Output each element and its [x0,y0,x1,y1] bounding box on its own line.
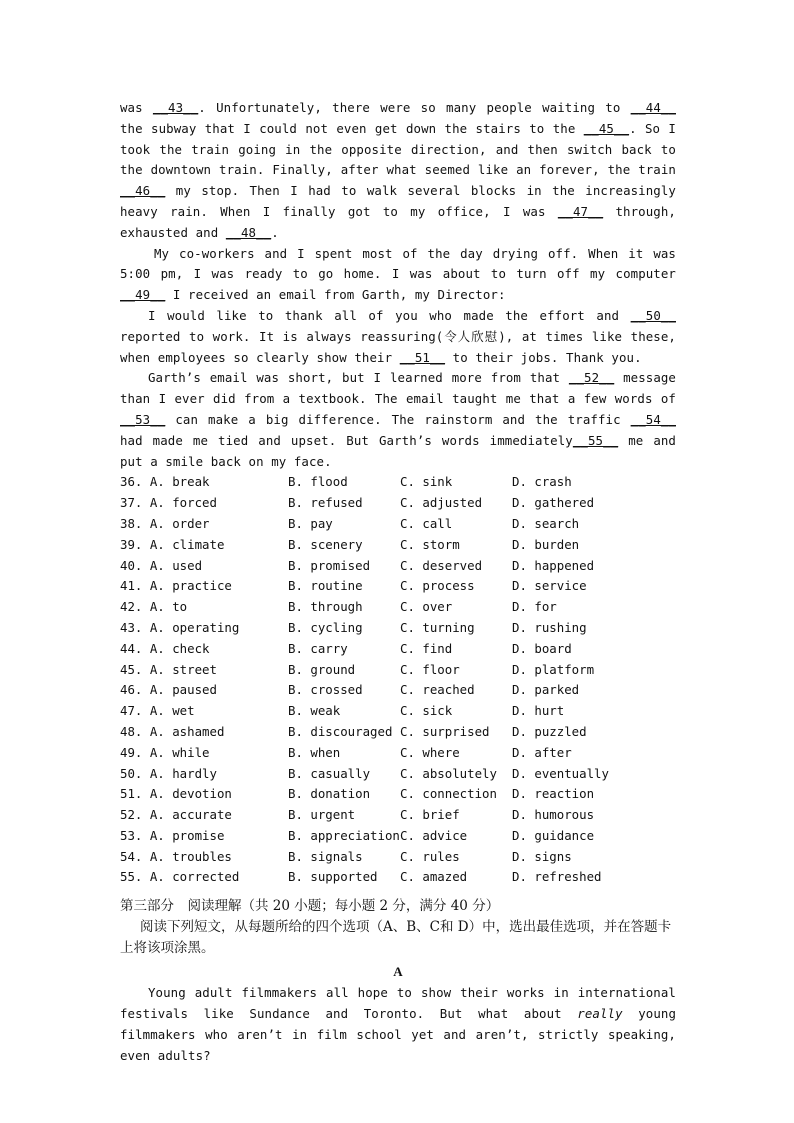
blank-53: __53__ [120,411,166,427]
section-instruction: 阅读下列短文，从每题所给的四个选项（A、B、C和 D）中，选出最佳选项，并在答题卡上将该项涂黑。 [120,919,672,957]
text: was [120,100,153,115]
option-row [120,660,676,681]
option-d: D. for [512,599,557,615]
option-b: B. refused [288,495,363,511]
option-b: B. ground [288,661,356,677]
option-b: B. flood [288,474,348,490]
option-b: B. scenery [288,536,363,552]
text: I would like to thank all of you who made the effort and [148,307,631,323]
blank-51: __51__ [399,349,446,365]
option-d: D. crash [512,474,572,490]
option-d: D. happened [512,557,595,573]
option-c: C. deserved [400,557,483,573]
option-c: C. surprised [400,723,490,739]
blank-44: __44__ [630,100,676,115]
option-row [120,847,676,868]
option-b: B. through [288,599,363,615]
text: through, exhausted and [120,203,676,240]
option-b: B. discouraged [288,723,393,739]
email-paragraph [120,306,676,368]
option-number-and-a: 51. A. devotion [120,786,232,802]
text: . So I took the train going in the opposite direction, and then switch back to the downtown train. Finally, after what seemed like an forever, the train [120,120,676,178]
text: Garth’s email was short, but I learned more from that [148,370,569,386]
option-d: D. search [512,515,580,531]
option-d: D. rushing [512,619,587,635]
passage-letter: A [393,964,403,980]
option-c: C. reached [400,682,475,698]
text: young filmmakers who aren’t in film school yet and aren’t, strictly speaking, even adults? [120,1006,677,1063]
blank-50: __50__ [630,307,676,323]
text: me and put a smile back on my face. [120,432,676,469]
option-d: D. after [512,744,572,760]
option-row [120,764,676,785]
option-d: D. refreshed [512,869,602,885]
option-b: B. signals [288,848,363,864]
option-c: C. adjusted [400,495,483,511]
option-row [120,535,676,556]
text: message than I ever did from a textbook. The email taught me that a few words of [120,370,676,407]
text: my stop. Then I had to walk several blocks in the increasingly heavy rain. When I finally got to my office, I was [120,183,676,219]
option-c: C. where [400,744,460,760]
text: . [271,224,279,240]
option-number-and-a: 38. A. order [120,515,210,531]
option-b: B. carry [288,640,348,656]
blank-54: __54__ [630,411,676,427]
blank-49: __49__ [120,287,166,303]
option-row [120,618,676,639]
option-row [120,556,676,577]
option-row [120,472,676,493]
option-b: B. pay [288,515,333,531]
option-number-and-a: 40. A. used [120,557,203,573]
option-c: C. storm [400,536,460,552]
option-number-and-a: 54. A. troubles [120,848,232,864]
option-number-and-a: 55. A. corrected [120,869,240,885]
option-row [120,743,676,764]
options-list [120,472,676,888]
option-d: D. service [512,578,587,594]
text: to their jobs. Thank you. [445,349,642,365]
blank-45: __45__ [583,120,630,136]
option-number-and-a: 52. A. accurate [120,807,232,823]
reading-passage-a [120,983,676,1066]
option-number-and-a: 37. A. forced [120,495,217,511]
blank-48: __48__ [225,224,272,240]
option-b: B. when [288,744,341,760]
option-number-and-a: 44. A. check [120,640,210,656]
option-d: D. platform [512,661,595,677]
option-c: C. sink [400,474,453,490]
option-d: D. board [512,640,572,656]
option-number-and-a: 39. A. climate [120,536,225,552]
text: reported to work. It is always reassuring(令人欣慰), at times like these, when employees so clearly show their [120,328,676,365]
blank-46: __46__ [120,183,166,199]
option-d: D. puzzled [512,723,587,739]
option-row [120,722,676,743]
option-c: C. rules [400,848,460,864]
option-b: B. cycling [288,619,363,635]
option-b: B. donation [288,786,371,802]
option-b: B. crossed [288,682,363,698]
passage-paragraph-4 [120,368,676,472]
option-row [120,784,676,805]
text: had made me tied and upset. But Garth’s words immediately [120,432,573,448]
text: can make a big difference. The rainstorm and the traffic [165,411,631,427]
option-b: B. promised [288,557,371,573]
option-d: D. burden [512,536,580,552]
option-number-and-a: 43. A. operating [120,619,240,635]
option-row [120,826,676,847]
option-d: D. reaction [512,786,595,802]
option-row [120,701,676,722]
option-c: C. over [400,599,453,615]
option-row [120,514,676,535]
option-number-and-a: 50. A. hardly [120,765,217,781]
option-d: D. signs [512,848,572,864]
option-c: C. sick [400,703,453,719]
option-row [120,680,676,701]
blank-52: __52__ [568,370,615,386]
blank-47: __47__ [557,203,604,219]
section-title: 第三部分 阅读理解（共 20 小题；每小题 2 分，满分 40 分） [120,898,500,915]
option-b: B. casually [288,765,371,781]
option-number-and-a: 49. A. while [120,744,210,760]
option-c: C. brief [400,807,460,823]
option-b: B. urgent [288,807,356,823]
option-b: B. appreciation [288,827,400,843]
option-row [120,639,676,660]
text: My co-workers and I spent most of the day drying off. When it was 5:00 pm, I was ready to go home. I was about to turn off my computer [120,245,676,282]
option-d: D. gathered [512,495,595,511]
option-row [120,576,676,597]
option-b: B. supported [288,869,378,885]
option-number-and-a: 45. A. street [120,661,217,677]
option-b: B. weak [288,703,341,719]
text: Young adult filmmakers all hope to show their works in international festivals like Sundance and Toronto. But what about [120,985,676,1022]
exam-page [120,98,676,1066]
option-d: D. eventually [512,765,609,781]
option-d: D. humorous [512,807,595,823]
option-c: C. absolutely [400,765,497,781]
blank-55: __55__ [572,432,619,448]
option-b: B. routine [288,578,363,594]
blank-43: __43__ [152,100,199,115]
option-number-and-a: 53. A. promise [120,827,225,843]
option-d: D. parked [512,682,580,698]
text: I received an email from Garth, my Director: [165,287,506,303]
option-number-and-a: 41. A. practice [120,578,232,594]
option-number-and-a: 47. A. wet [120,703,195,719]
option-row [120,597,676,618]
emphasis-text: really [577,1006,623,1022]
option-number-and-a: 42. A. to [120,599,188,615]
option-number-and-a: 46. A. paused [120,682,217,698]
option-c: C. turning [400,619,475,635]
option-c: C. advice [400,827,468,843]
option-row [120,493,676,514]
option-row [120,805,676,826]
option-c: C. floor [400,661,460,677]
option-d: D. guidance [512,827,595,843]
passage-paragraph-1 [120,98,676,244]
option-number-and-a: 48. A. ashamed [120,723,225,739]
text: the subway that I could not even get down the stairs to the [120,120,584,136]
option-c: C. find [400,640,453,656]
option-d: D. hurt [512,703,565,719]
option-row [120,867,676,888]
option-number-and-a: 36. A. break [120,474,210,490]
option-c: C. amazed [400,869,468,885]
passage-paragraph-2 [120,244,676,306]
option-c: C. call [400,515,453,531]
text: . Unfortunately, there were so many people waiting to [198,100,631,115]
option-c: C. connection [400,786,497,802]
option-c: C. process [400,578,475,594]
